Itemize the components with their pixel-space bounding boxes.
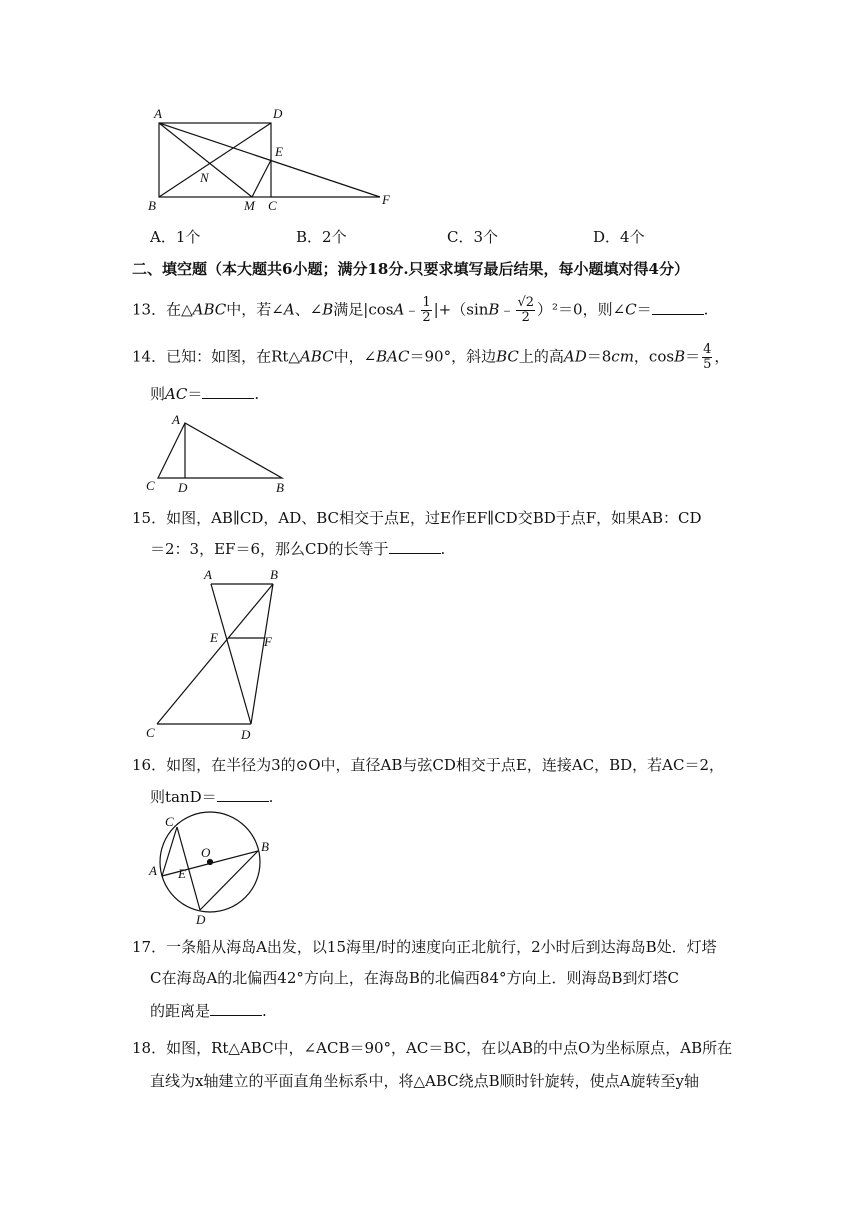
option-c: C．3个	[447, 228, 499, 246]
label-a: A	[204, 567, 212, 582]
figure-q15	[140, 565, 300, 745]
question-13: 13．在△ABC中，若∠A、∠B满足|cosA﹣ $\frac{1}{2}$ |+（sinB﹣ $\frac{√2}{2}$ ）²＝0，则∠C＝ .	[132, 295, 709, 325]
label-f: F	[382, 192, 390, 207]
label-d: D	[241, 727, 251, 742]
question-14-line2: 则AC＝ .	[150, 385, 260, 403]
label-n: N	[200, 170, 209, 185]
option-a: A．1个	[150, 228, 201, 246]
line-af	[159, 123, 380, 197]
figure-q14	[140, 410, 300, 495]
label-d: D	[196, 912, 206, 927]
label-e: E	[210, 630, 218, 645]
label-a: A	[154, 106, 162, 121]
label-e: E	[178, 866, 186, 881]
question-17: 17．一条船从海岛A出发，以15海里/时的速度向正北航行，2小时后到达海岛B处．灯塔	[132, 938, 717, 956]
segment-bd	[251, 584, 273, 724]
answer-blank[interactable]	[202, 384, 254, 399]
question-16-line2: 则tanD＝ .	[150, 788, 274, 806]
segment-ac	[162, 827, 177, 876]
fraction-sqrt2-over-2: $\frac{√2}{2}$	[517, 295, 535, 325]
label-c: C	[146, 478, 155, 493]
answer-blank[interactable]	[210, 1001, 262, 1016]
fraction-one-half: $\frac{1}{2}$	[422, 295, 431, 325]
label-o: O	[201, 845, 211, 860]
answer-blank[interactable]	[652, 300, 704, 315]
label-c: C	[165, 814, 174, 829]
label-m: M	[244, 198, 255, 213]
answer-blank[interactable]	[389, 539, 441, 554]
fraction-four-fifths: $\frac{4}{5}$	[703, 342, 712, 372]
segment-ad	[211, 584, 251, 724]
question-15: 15．如图，AB∥CD，AD、BC相交于点E，过E作EF∥CD交BD于点F，如果AB：CD	[132, 509, 702, 527]
center-o	[208, 860, 213, 865]
label-b: B	[276, 480, 284, 495]
figure-q12	[140, 100, 410, 215]
question-16: 16．如图，在半径为3的⊙O中，直径AB与弦CD相交于点E，连接AC，BD，若AC＝2，	[132, 756, 725, 774]
label-b: B	[261, 839, 269, 854]
label-f: F	[264, 634, 272, 649]
figure-q16	[140, 810, 300, 930]
label-d: D	[273, 106, 283, 121]
label-b: B	[270, 567, 278, 582]
label-a: A	[172, 412, 180, 427]
line-am	[159, 123, 252, 197]
answer-blank[interactable]	[217, 787, 269, 802]
question-17-line3: 的距离是 .	[150, 1002, 267, 1020]
line-me	[252, 160, 271, 197]
question-18: 18．如图，Rt△ABC中，∠ACB＝90°，AC＝BC，在以AB的中点O为坐标原点，AB所在	[132, 1039, 733, 1057]
question-18-line2: 直线为x轴建立的平面直角坐标系中，将△ABC绕点B顺时针旋转，使点A旋转至y轴	[150, 1072, 699, 1090]
label-d: D	[178, 480, 188, 495]
triangle-abc	[158, 423, 282, 478]
option-b: B．2个	[296, 228, 347, 246]
line-bd	[159, 123, 271, 197]
label-a: A	[149, 863, 157, 878]
label-e: E	[275, 144, 283, 159]
option-d: D．4个	[593, 228, 645, 246]
question-14: 14．已知：如图，在Rt△ABC中，∠BAC＝90°，斜边BC上的高AD＝8cm，cosB＝ $\frac{4}{5}$ ，	[132, 342, 730, 372]
segment-bc	[157, 584, 273, 724]
question-15-line2: ＝2：3，EF＝6，那么CD的长等于 .	[150, 540, 446, 558]
section-title: 二、填空题（本大题共6小题；满分18分.只要求填写最后结果，每小题填对得4分）	[132, 260, 689, 278]
label-c: C	[268, 198, 277, 213]
question-17-line2: C在海岛A的北偏西42°方向上，在海岛B的北偏西84°方向上．则海岛B到灯塔C	[150, 969, 680, 987]
label-c: C	[146, 725, 155, 740]
label-b: B	[148, 198, 156, 213]
